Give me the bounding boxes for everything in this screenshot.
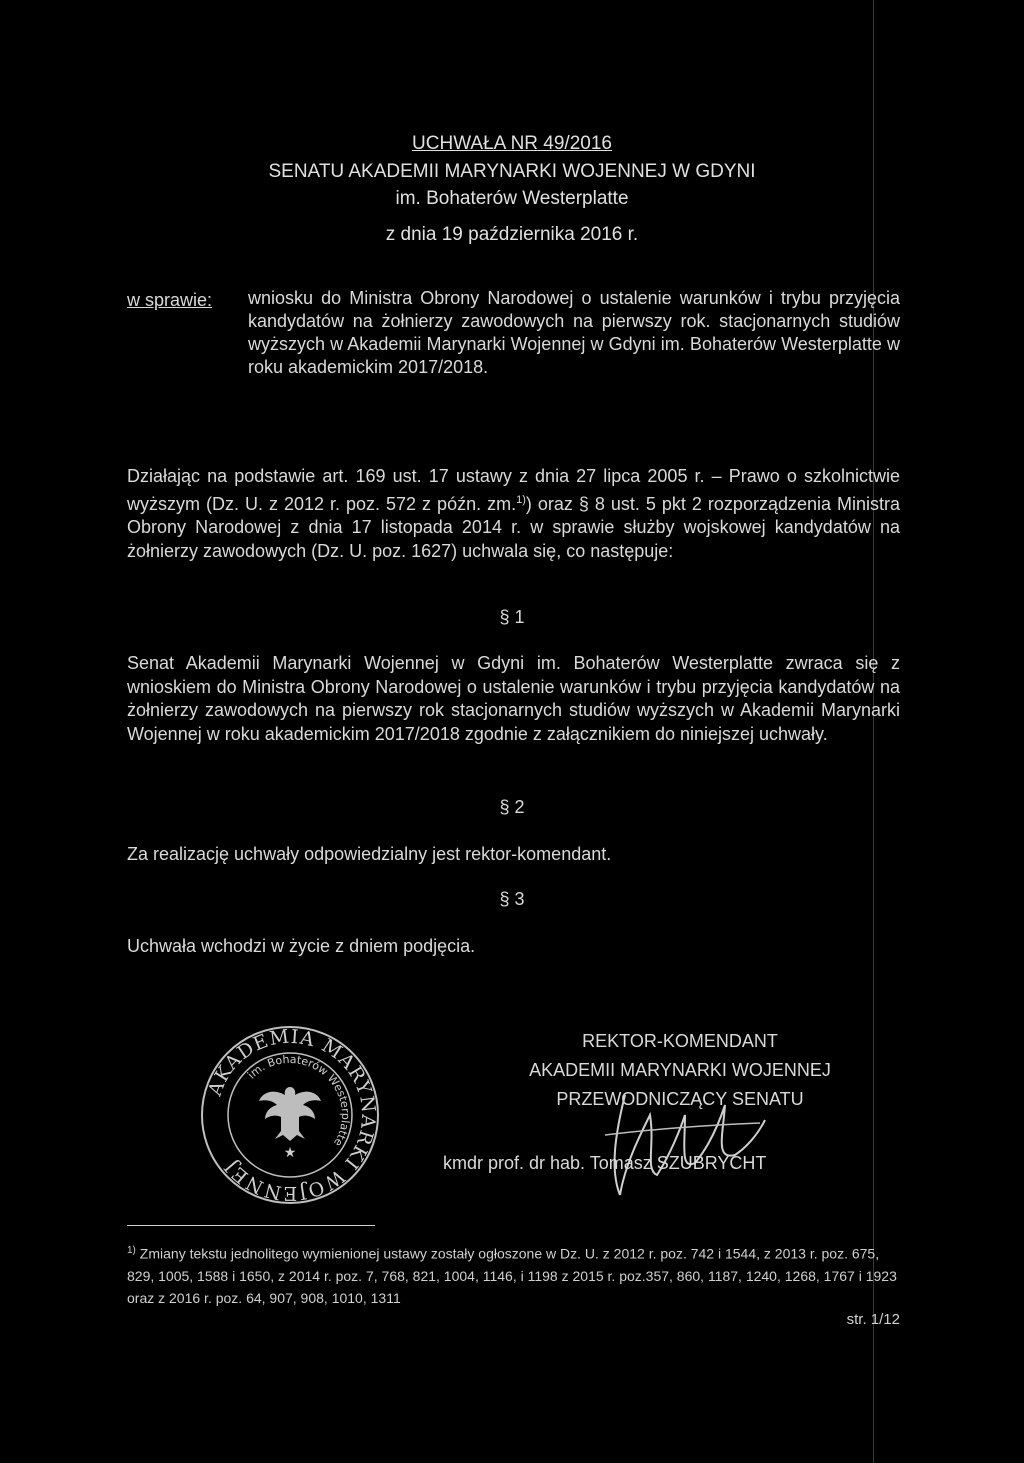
document-date: z dnia 19 października 2016 r. [385, 224, 639, 245]
section-2-text: Za realizację uchwały odpowiedzialny jest rektor-komendant. [127, 844, 612, 864]
section-1-text: Senat Akademii Marynarki Wojennej w Gdyni im. Bohaterów Westerplatte zwraca się z wnioskiem do Ministra Obrony Narodowej o ustalenie warunków i trybu przyjęcia kandydatów na żołnierzy zawodowych na pierwszy rok stacjonarnych studiów wyższych w Akademii Marynarki Wojennej w roku akademickim 2017/2018 zgodnie z załącznikiem do niniejszej uchwały. [127, 653, 900, 744]
document-title: UCHWAŁA NR 49/2016 [412, 133, 612, 154]
seal-star-icon: ★ [283, 1144, 297, 1160]
preamble-paragraph [127, 465, 900, 563]
issuer-line: SENATU AKADEMII MARYNARKI WOJENNEJ W GDYNI [268, 161, 756, 182]
footnote-ref-mark: 1) [516, 493, 526, 506]
preamble-text-end: ) oraz § 8 ust. 5 pkt 2 rozporządzenia Ministra Obrony Narodowej z dnia 17 listopada 2014 r. w sprawie służby wojskowej kandydatów na żołnierzy zawodowych (Dz. U. poz. 1627) uchwala się, co następuje: [127, 493, 901, 561]
signature-title-3: PRZEWODNICZĄCY SENATU [556, 1089, 804, 1109]
seal-outer-text: AKADEMIA MARYNARKI WOJENNEJ [203, 1025, 380, 1205]
seal-inner-text: im. Bohaterów Westerplatte [244, 1052, 353, 1149]
issuer-patron-line: im. Bohaterów Westerplatte [395, 188, 629, 209]
eagle-emblem-icon [259, 1087, 321, 1141]
subject-text: wniosku do Ministra Obrony Narodowej o ustalenie warunków i trybu przyjęcia kandydatów na żołnierzy zawodowych na pierwszy rok. stacjonarnych studiów wyższych w Akademii Marynarki Wojennej w Gdyni im. Bohaterów Westerplatte w roku akademickim 2017/2018. [248, 288, 900, 377]
footnote-mark: 1) [127, 1245, 136, 1256]
official-seal [200, 1025, 380, 1205]
subject-label: w sprawie: [127, 290, 213, 310]
footnote-divider [127, 1225, 375, 1226]
footnote [127, 1240, 907, 1309]
section-3-mark: § 3 [499, 889, 525, 909]
section-1-mark: § 1 [499, 607, 525, 627]
signatory-name: kmdr prof. dr hab. Tomasz SZUBRYCHT [443, 1153, 767, 1173]
signature-title-2: AKADEMII MARYNARKI WOJENNEJ [529, 1060, 831, 1080]
preamble-text-start: Działając na podstawie art. 169 ust. 17 ustawy z dnia 27 lipca 2005 r. – Prawo o szkolnictwie wyższym (Dz. U. z 2012 r. poz. 572 z późn. zm. [127, 466, 900, 514]
footnote-text: Zmiany tekstu jednolitego wymienionej ustawy zostały ogłoszone w Dz. U. z 2012 r. poz. 742 i 1544, z 2013 r. poz. 675, 829, 1005, 1588 i 1650, z 2014 r. poz. 7, 768, 821, 1004, 1146, i 1198 z 2015 r. poz.357, 860, 1187, 1240, 1268, 1767 i 1923 oraz z 2016 r. poz. 64, 907, 908, 1010, 1311 [127, 1245, 897, 1306]
handwritten-signature [585, 1075, 775, 1205]
section-3-text: Uchwała wchodzi w życie z dniem podjęcia. [127, 936, 476, 956]
signature-title-1: REKTOR-KOMENDANT [582, 1031, 778, 1051]
page-number: str. 1/12 [846, 1311, 900, 1328]
section-2-mark: § 2 [499, 797, 525, 817]
